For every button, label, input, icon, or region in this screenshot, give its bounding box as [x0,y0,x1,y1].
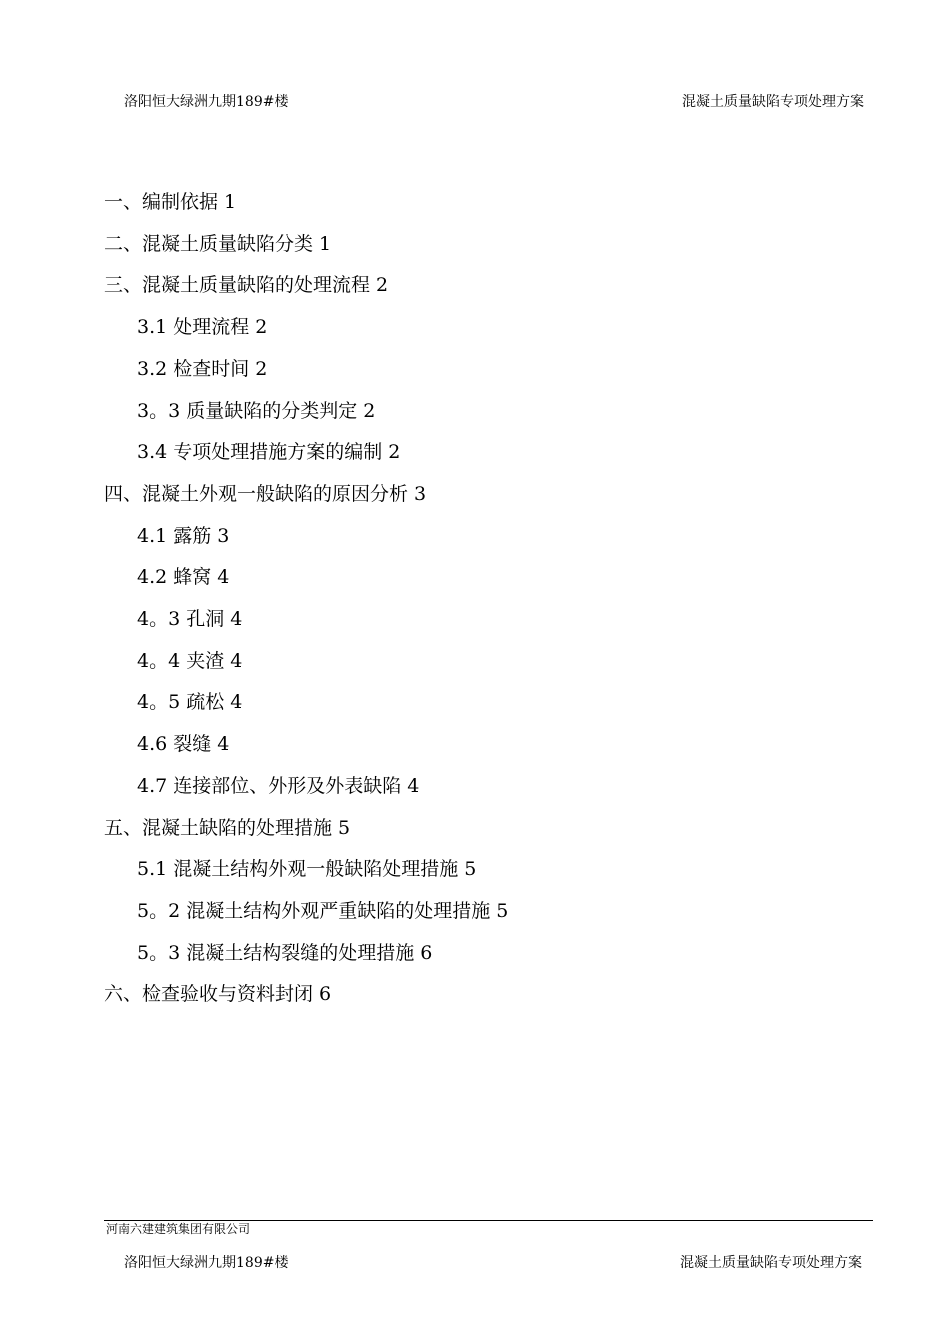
toc-section-entry: 3.1 处理流程 2 [137,316,268,339]
toc-section-entry: 3。3 质量缺陷的分类判定 2 [137,399,376,422]
toc-section-entry: 4.7 连接部位、外形及外表缺陷 4 [137,774,420,797]
header-project-name: 洛阳恒大绿洲九期189#楼 [124,94,289,110]
toc-section-entry: 5.1 混凝土结构外观一般缺陷处理措施 5 [137,858,477,881]
header-document-title: 混凝土质量缺陷专项处理方案 [682,94,864,110]
toc-section-entry: 4。5 疏松 4 [137,691,243,714]
footer-document-title: 混凝土质量缺陷专项处理方案 [680,1255,862,1271]
toc-section-entry: 4.2 蜂窝 4 [137,566,230,589]
toc-section-entry: 5。3 混凝土结构裂缝的处理措施 6 [137,941,433,964]
toc-section-entry: 5。2 混凝土结构外观严重缺陷的处理措施 5 [137,899,509,922]
footer-company-name: 河南六建建筑集团有限公司 [106,1222,251,1236]
toc-chapter-entry: 三、混凝土质量缺陷的处理流程 2 [104,274,389,297]
toc-section-entry: 3.2 检查时间 2 [137,357,268,380]
toc-chapter-entry: 五、混凝土缺陷的处理措施 5 [104,816,351,839]
toc-section-entry: 4.6 裂缝 4 [137,733,230,756]
toc-chapter-entry: 四、混凝土外观一般缺陷的原因分析 3 [104,482,427,505]
toc-section-entry: 4。4 夹渣 4 [137,649,243,672]
footer-project-name: 洛阳恒大绿洲九期189#楼 [124,1255,289,1271]
toc-section-entry: 4。3 孔洞 4 [137,608,243,630]
toc-chapter-entry: 六、检查验收与资料封闭 6 [104,983,332,1006]
toc-chapter-entry: 一、编制依据 1 [104,191,237,213]
toc-section-entry: 3.4 专项处理措施方案的编制 2 [137,441,401,464]
toc-section-entry: 4.1 露筋 3 [137,524,230,547]
toc-chapter-entry: 二、混凝土质量缺陷分类 1 [104,232,332,255]
